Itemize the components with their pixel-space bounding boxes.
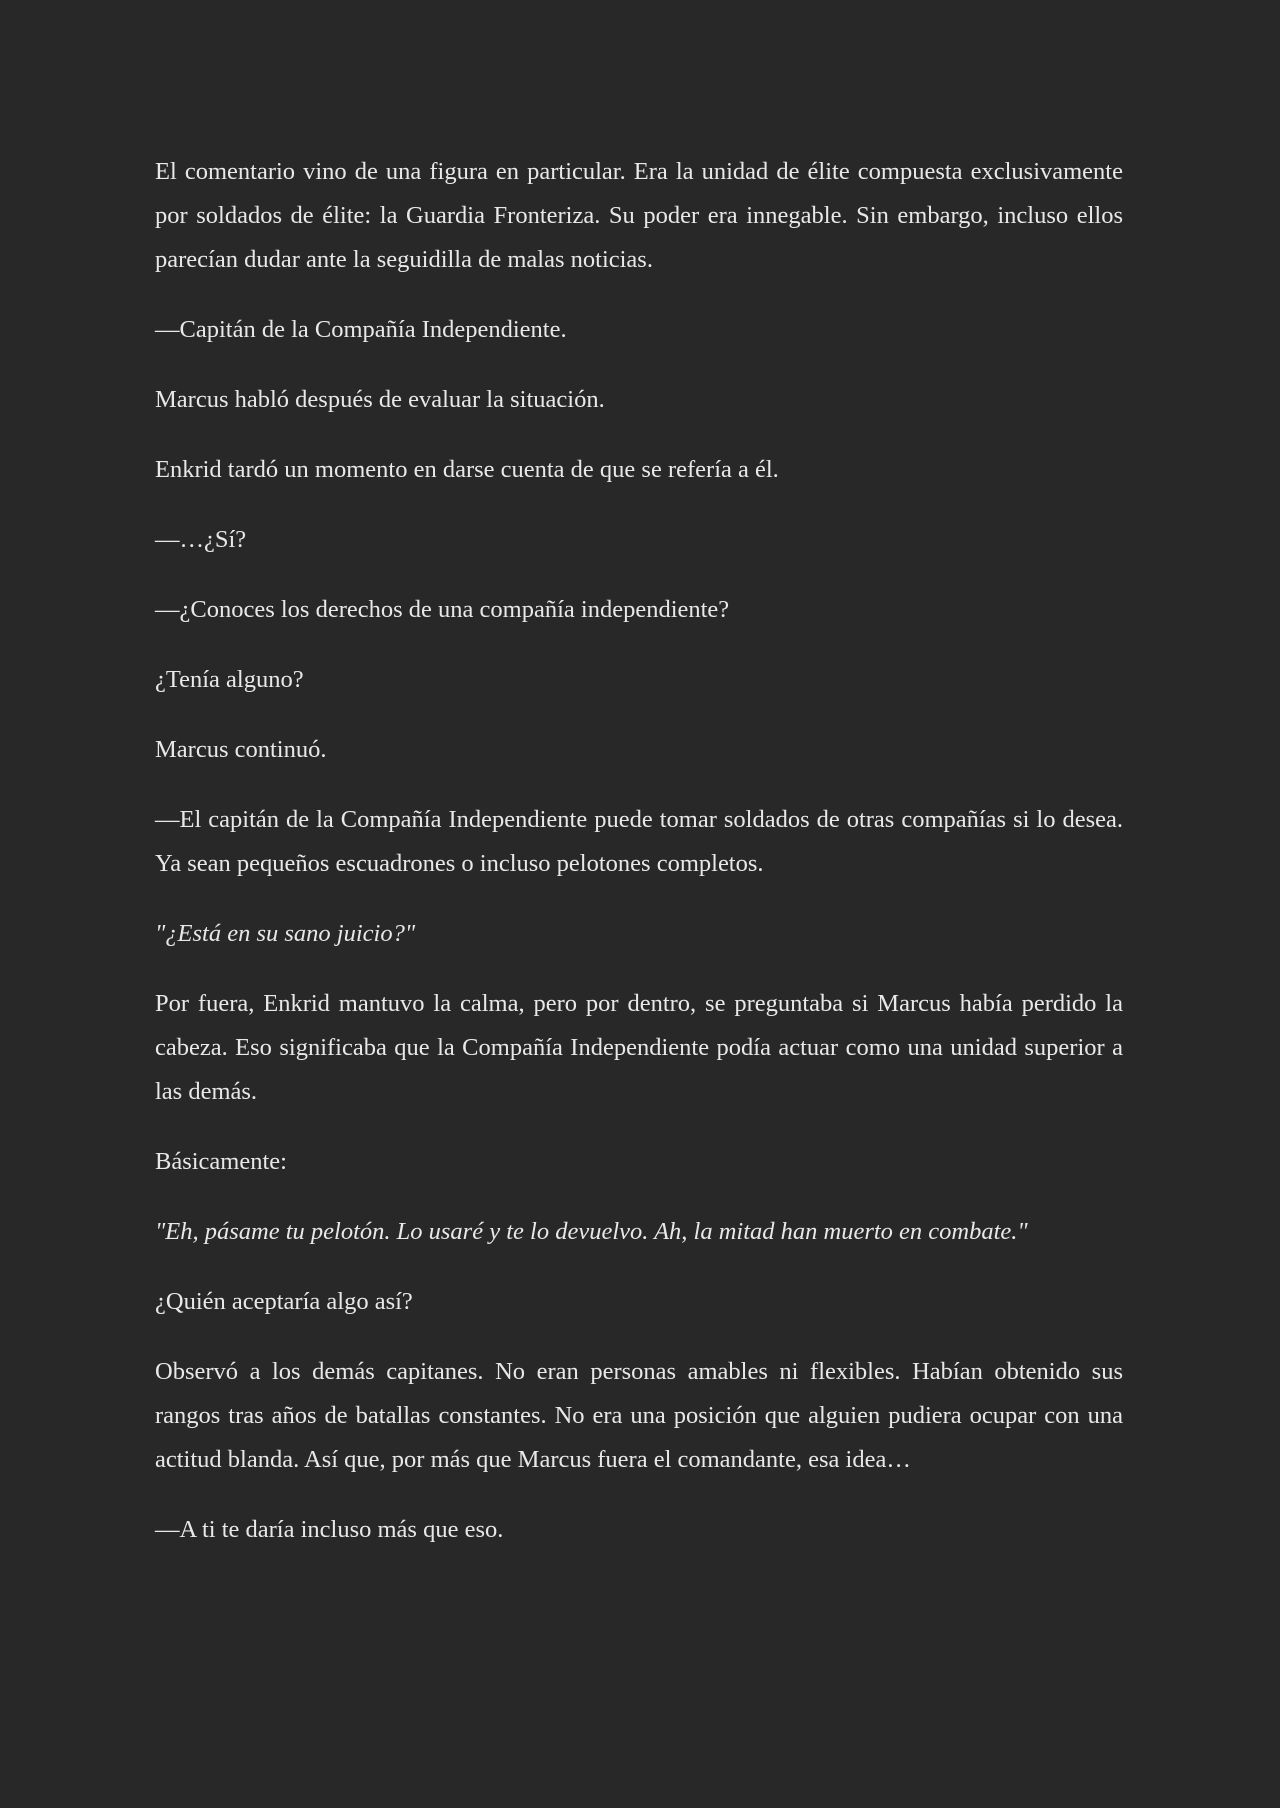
- paragraph: —Capitán de la Compañía Independiente.: [155, 316, 567, 343]
- italic-thought: "Eh, pásame tu pelotón. Lo usaré y te lo devuelvo. Ah, la mitad han muerto en combate.": [155, 1218, 1028, 1245]
- paragraph: El comentario vino de una figura en particular. Era la unidad de élite compuesta exclusivamente por soldados de élite: la Guardia Fronteriza. Su poder era innegable. Sin embargo, incluso ellos parecían dudar ante la seguidilla de malas noticias.: [155, 158, 1123, 273]
- paragraph: Marcus habló después de evaluar la situación.: [155, 386, 605, 413]
- paragraph: —…¿Sí?: [155, 526, 247, 553]
- paragraph: Por fuera, Enkrid mantuvo la calma, pero por dentro, se preguntaba si Marcus había perdido la cabeza. Eso significaba que la Compañía Independiente podía actuar como una unidad superior a las demás.: [155, 990, 1123, 1105]
- paragraph: —El capitán de la Compañía Independiente puede tomar soldados de otras compañías si lo desea. Ya sean pequeños escuadrones o incluso pelotones completos.: [155, 806, 1123, 877]
- paragraph: ¿Tenía alguno?: [155, 666, 304, 693]
- paragraph: Marcus continuó.: [155, 736, 327, 763]
- chapter-text: [155, 150, 1123, 1578]
- italic-thought: "¿Está en su sano juicio?": [155, 920, 416, 947]
- paragraph: —A ti te daría incluso más que eso.: [155, 1516, 504, 1543]
- paragraph: Observó a los demás capitanes. No eran personas amables ni flexibles. Habían obtenido sus rangos tras años de batallas constantes. No era una posición que alguien pudiera ocupar con una actitud blanda. Así que, por más que Marcus fuera el comandante, esa idea…: [155, 1358, 1123, 1473]
- paragraph: Básicamente:: [155, 1148, 287, 1175]
- paragraph: Enkrid tardó un momento en darse cuenta de que se refería a él.: [155, 456, 779, 483]
- paragraph: ¿Quién aceptaría algo así?: [155, 1288, 413, 1315]
- paragraph: —¿Conoces los derechos de una compañía independiente?: [155, 596, 730, 623]
